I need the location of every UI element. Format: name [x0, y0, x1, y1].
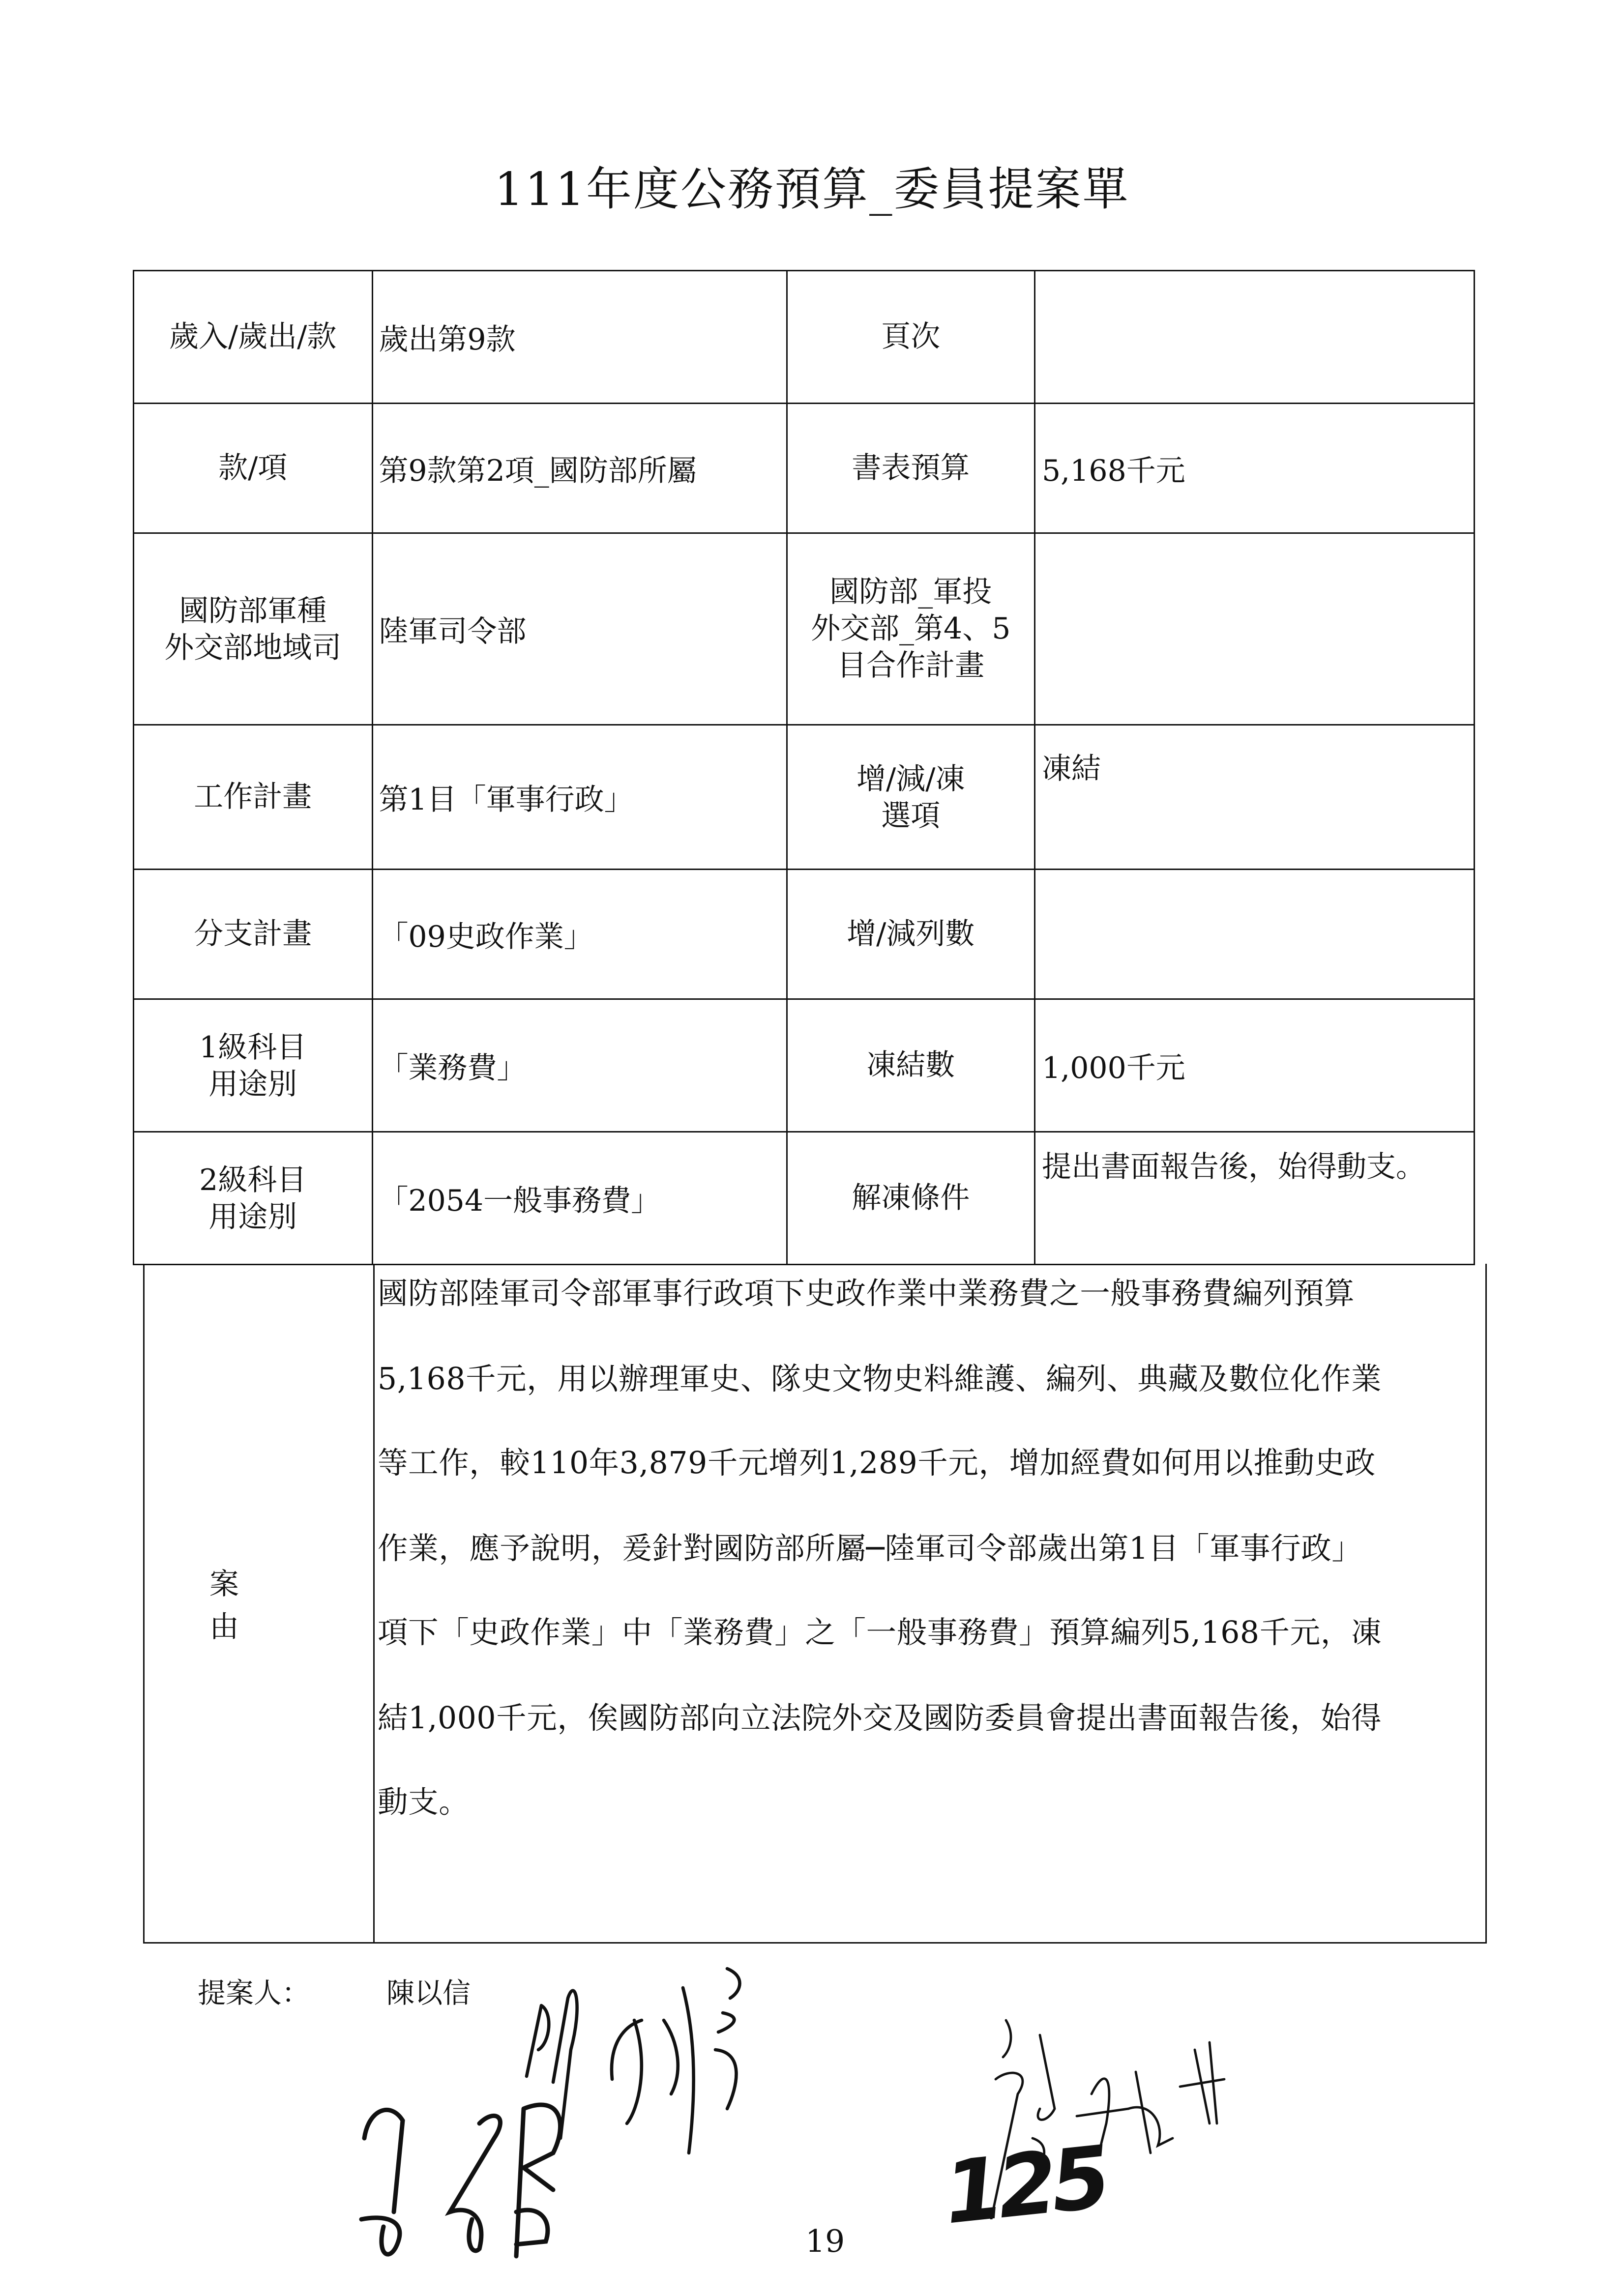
label-line: 增/減/凍: [856, 760, 965, 796]
label-cell: [134, 533, 372, 725]
value-cell: 第9款第2項_國防部所屬: [372, 404, 786, 533]
label-line: 選項: [881, 797, 941, 833]
label-line: 目合作計畫: [837, 647, 985, 683]
value-cell: 陸軍司令部: [372, 533, 786, 725]
reason-line: 國防部陸軍司令部軍事行政項下史政作業中業務費之一般事務費編列預算: [378, 1276, 1355, 1311]
table-row: [134, 999, 1475, 1132]
label-cell: [786, 533, 1035, 725]
label-line: 外交部地域司: [164, 629, 342, 665]
value-cell: 第1目「軍事行政」: [372, 725, 786, 870]
reason-line: 結1,000千元，俟國防部向立法院外交及國防委員會提出書面報告後，始得: [378, 1699, 1382, 1735]
value-cell: 5,168千元: [1035, 404, 1474, 533]
value-cell: [1035, 533, 1474, 725]
proposal-table: [133, 270, 1475, 1265]
label-line: 用途別: [208, 1198, 297, 1234]
value-cell: 凍結: [1035, 725, 1474, 870]
value-cell: 提出書面報告後，始得動支。: [1035, 1132, 1474, 1265]
reason-text: [378, 1252, 1481, 1846]
label-cell: 款/項: [134, 404, 372, 533]
table-row: [134, 870, 1475, 999]
reason-line: 動支。: [378, 1784, 470, 1820]
value-cell: 「09史政作業」: [372, 870, 786, 999]
value-cell: 1,000千元: [1035, 999, 1474, 1132]
handwritten-number: 125: [939, 2127, 1110, 2244]
value-cell: [1035, 870, 1474, 999]
document-title: 111年度公務預算_委員提案單: [494, 164, 1130, 217]
label-line: 用途別: [208, 1065, 297, 1101]
value-cell: [1035, 271, 1474, 404]
table-row: [134, 271, 1475, 404]
value-cell: 「2054一般事務費」: [372, 1132, 786, 1265]
reason-line: 5,168千元，用以辦理軍史、隊史文物史料維護、編列、典藏及數位化作業: [378, 1360, 1382, 1396]
label-line: 2級科目: [199, 1161, 307, 1197]
label-cell: 書表預算: [786, 404, 1035, 533]
value-cell: 「業務費」: [372, 999, 786, 1132]
value-cell: 歲出第9款: [372, 271, 786, 404]
reason-section: [143, 1264, 1487, 1944]
label-cell: 增/減列數: [786, 870, 1035, 999]
table-row: [134, 1132, 1475, 1265]
table-row: [134, 404, 1475, 533]
signature-ma-wen-chun: [347, 2079, 642, 2271]
label-cell: 頁次: [786, 271, 1035, 404]
label-cell: 解凍條件: [786, 1132, 1035, 1265]
label-line: 國防部軍種: [179, 592, 327, 628]
label-line: 國防部_軍投: [829, 574, 992, 609]
label-cell: 工作計畫: [134, 725, 372, 870]
reason-label: 案由: [145, 1264, 375, 1942]
label-line: 1級科目: [199, 1028, 307, 1064]
label-cell: [786, 725, 1035, 870]
label-cell: 分支計畫: [134, 870, 372, 999]
table-row: [134, 725, 1475, 870]
label-cell: [134, 999, 372, 1132]
page-number: 19: [805, 2224, 845, 2259]
label-line: 外交部_第4、5: [811, 610, 1011, 646]
proposer-label: 提案人：: [198, 1977, 310, 2010]
label-cell: [134, 1132, 372, 1265]
proposer-name: 陳以信: [386, 1977, 471, 2010]
reason-line: 項下「史政作業」中「業務費」之「一般事務費」預算編列5,168千元，凍: [378, 1615, 1382, 1650]
label-cell: 凍結數: [786, 999, 1035, 1132]
reason-line: 作業，應予說明，爰針對國防部所屬─陸軍司令部歲出第1目「軍事行政」: [378, 1530, 1362, 1566]
table-row: [134, 533, 1475, 725]
reason-line: 等工作，較110年3,879千元增列1,289千元，增加經費如何用以推動史政: [378, 1445, 1376, 1481]
label-cell: 歲入/歲出/款: [134, 271, 372, 404]
